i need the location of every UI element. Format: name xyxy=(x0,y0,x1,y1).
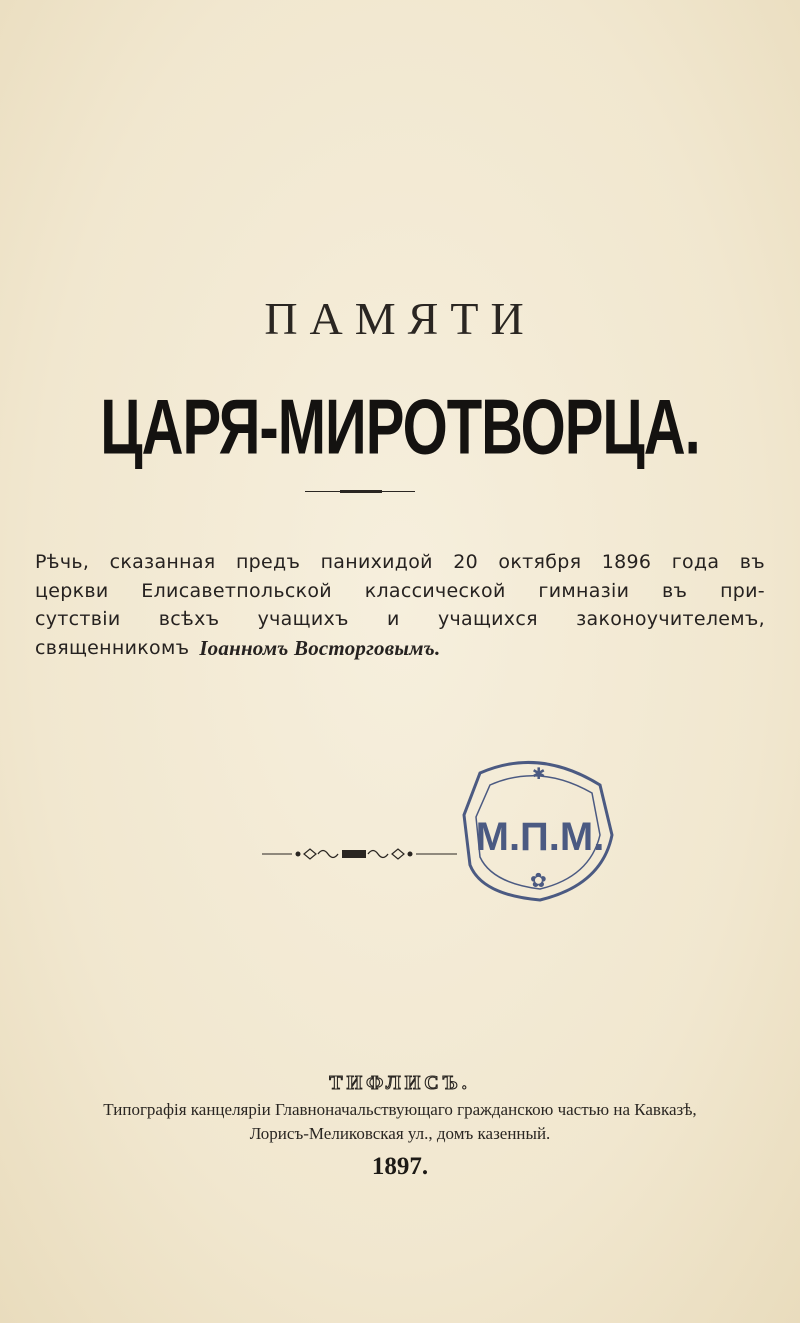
title-line-1: ПАМЯТИ xyxy=(264,293,536,344)
author-name: Іоанномъ Восторговымъ. xyxy=(199,635,441,660)
ornament-divider xyxy=(262,843,457,865)
svg-text:ТИФЛИСЪ.: ТИФЛИСЪ. xyxy=(329,1072,471,1094)
speech-line-4: священникомъ Іоанномъ Восторговымъ. xyxy=(35,634,765,663)
printer-imprint xyxy=(0,1098,800,1146)
title-line-2: ЦАРЯ-МИРОТВОРЦА. xyxy=(100,383,700,472)
library-stamp xyxy=(452,755,627,905)
speech-line-3: сутствіи всѣхъ учащихъ и учащихся законоучителемъ, xyxy=(35,608,765,630)
printer-line-1: Типографія канцеляріи Главноначальствующаго гражданскою частью на Кавказѣ, xyxy=(103,1100,697,1119)
stamp-text: М.П.М. xyxy=(475,815,605,859)
speech-line-1: Рѣчь, сказанная предъ панихидой 20 октября 1896 года въ xyxy=(35,551,765,573)
speech-line-2: церкви Елисаветпольской классической гимназіи въ при- xyxy=(35,579,765,602)
speech-description xyxy=(35,548,765,662)
printer-line-2: Лорисъ-Меликовская ул., домъ казенный. xyxy=(249,1124,551,1143)
divider-rule xyxy=(305,491,415,492)
publication-year: 1897. xyxy=(371,1153,429,1180)
city-imprint xyxy=(0,1072,800,1094)
svg-text:✱: ✱ xyxy=(532,764,546,783)
svg-text:✿: ✿ xyxy=(530,868,547,892)
